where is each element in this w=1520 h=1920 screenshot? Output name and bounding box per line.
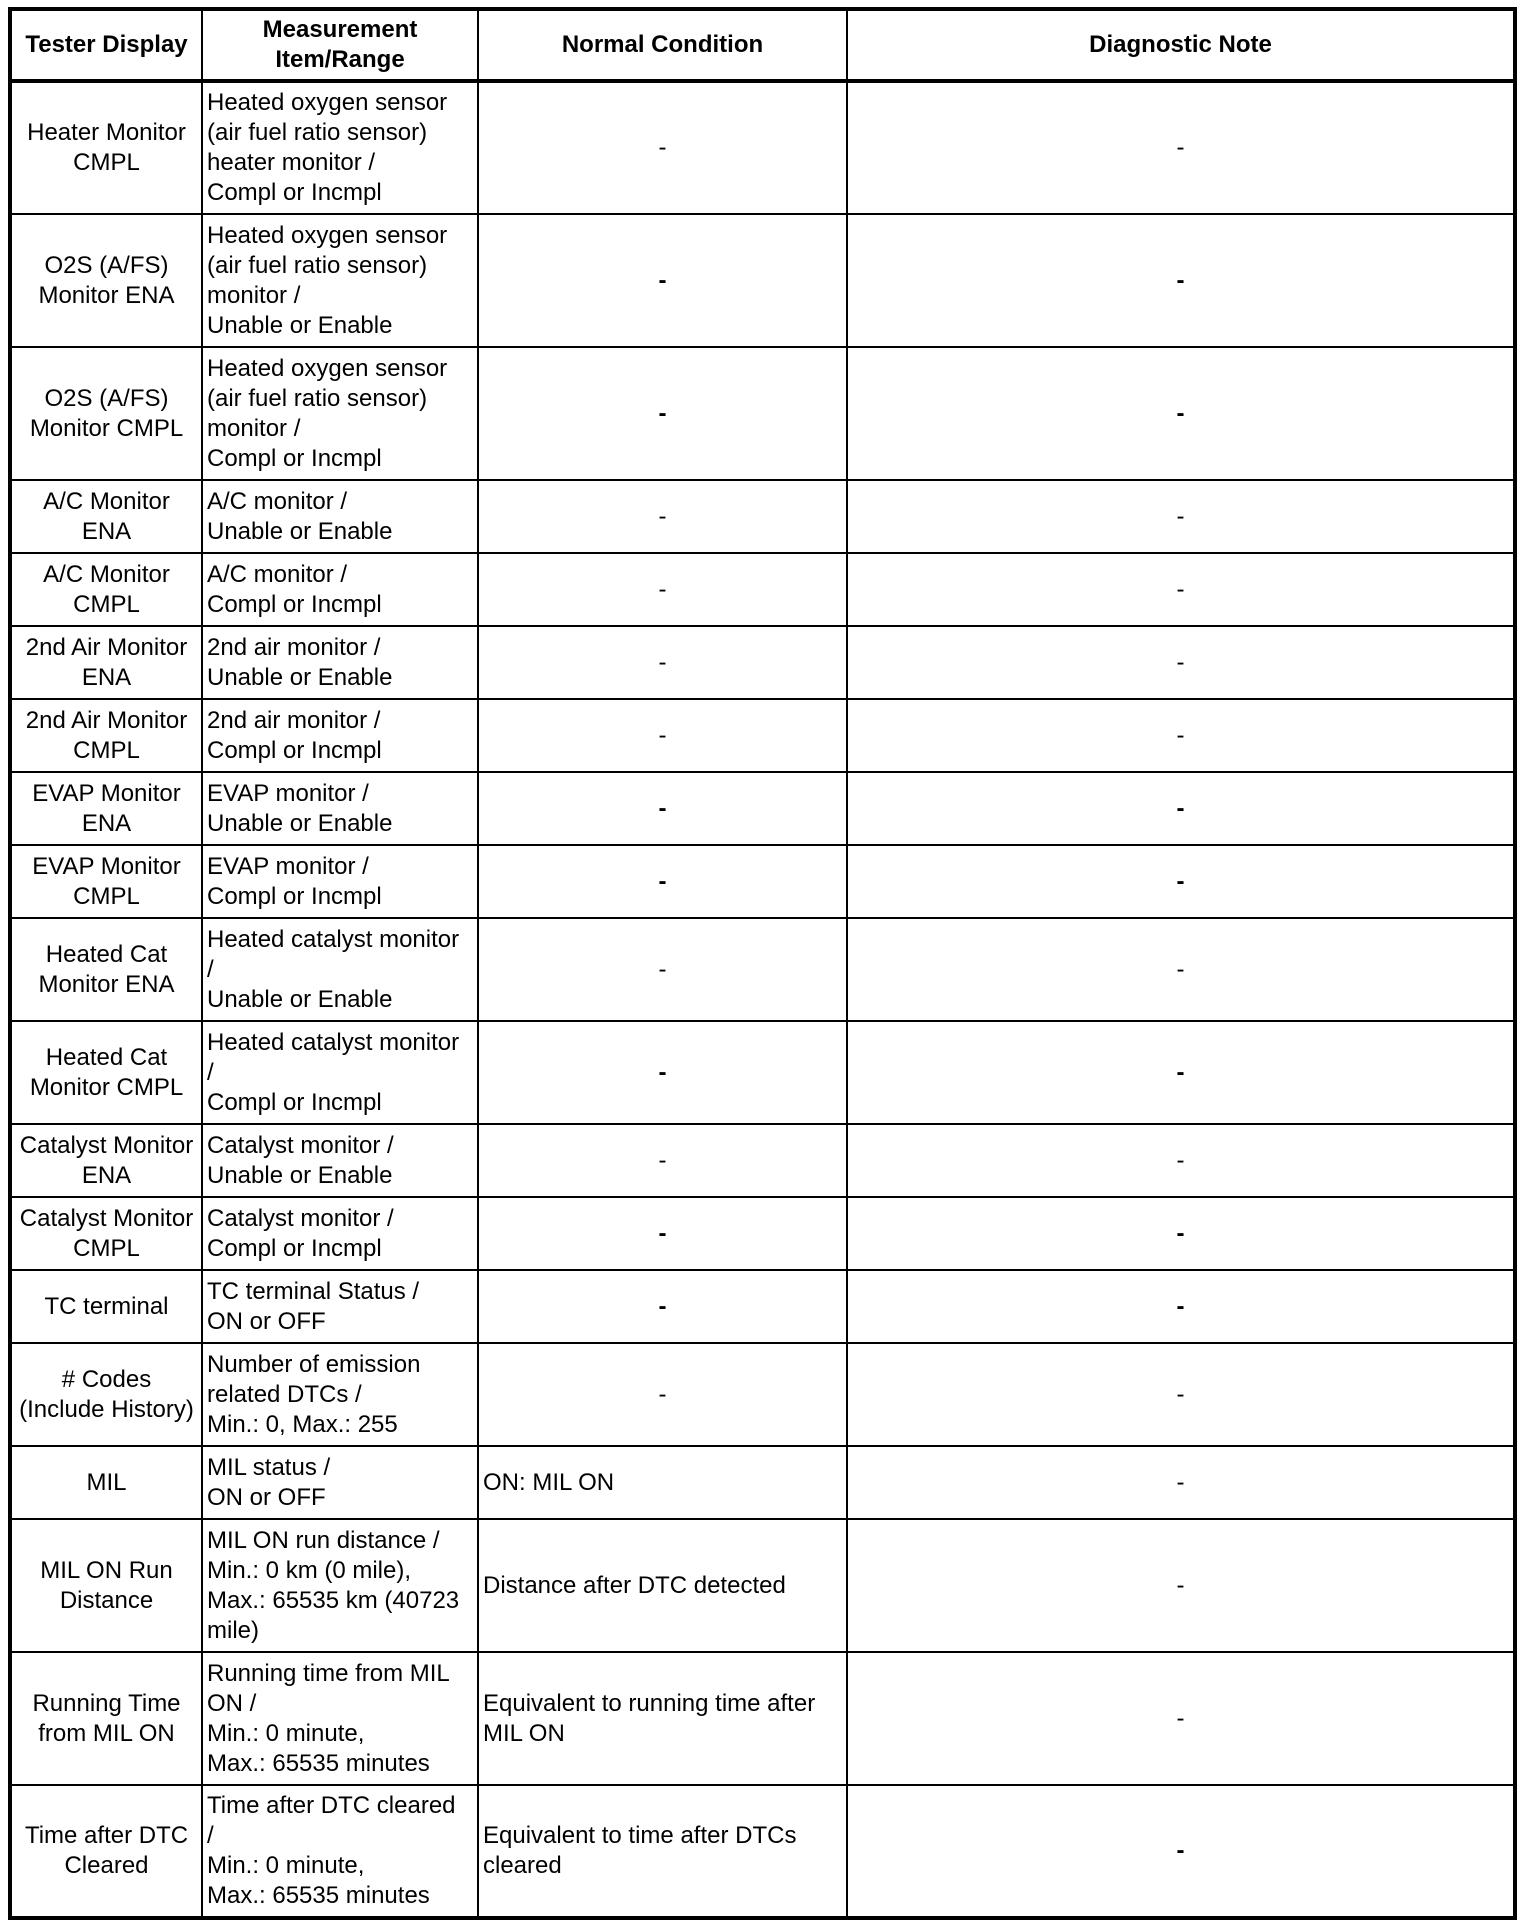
tester-display-cell: Catalyst Monitor CMPL (10, 1197, 202, 1270)
measurement-cell: EVAP monitor / Unable or Enable (202, 772, 478, 845)
diagnostic-note-cell: - (847, 347, 1515, 480)
diagnostic-note-cell: - (847, 772, 1515, 845)
measurement-cell: 2nd air monitor / Unable or Enable (202, 626, 478, 699)
measurement-cell: Number of emission related DTCs / Min.: 0, Max.: 255 (202, 1343, 478, 1446)
table-row (10, 347, 1515, 480)
tester-display-cell: EVAP Monitor ENA (10, 772, 202, 845)
tester-display-cell: Running Time from MIL ON (10, 1652, 202, 1785)
tester-display-cell: TC terminal (10, 1270, 202, 1343)
measurement-cell: TC terminal Status / ON or OFF (202, 1270, 478, 1343)
table-row (10, 1021, 1515, 1124)
measurement-cell: Heated catalyst monitor / Compl or Incmpl (202, 1021, 478, 1124)
normal-condition-cell: - (478, 214, 847, 347)
measurement-cell: Heated oxygen sensor (air fuel ratio sensor) heater monitor / Compl or Incmpl (202, 81, 478, 214)
tester-display-cell: 2nd Air Monitor ENA (10, 626, 202, 699)
measurement-cell: Time after DTC cleared / Min.: 0 minute, Max.: 65535 minutes (202, 1785, 478, 1918)
normal-condition-cell: - (478, 1197, 847, 1270)
header-measurement: Measurement Item/Range (202, 9, 478, 81)
table-row (10, 553, 1515, 626)
tester-display-cell: # Codes (Include History) (10, 1343, 202, 1446)
table-row (10, 480, 1515, 553)
measurement-cell: A/C monitor / Unable or Enable (202, 480, 478, 553)
tester-display-cell: Heated Cat Monitor CMPL (10, 1021, 202, 1124)
normal-condition-cell: - (478, 918, 847, 1021)
table-row (10, 81, 1515, 214)
measurement-cell: EVAP monitor / Compl or Incmpl (202, 845, 478, 918)
tester-display-cell: MIL (10, 1446, 202, 1519)
table-row (10, 845, 1515, 918)
normal-condition-cell: - (478, 480, 847, 553)
normal-condition-cell: - (478, 81, 847, 214)
normal-condition-cell: ON: MIL ON (478, 1446, 847, 1519)
diagnostic-note-cell: - (847, 81, 1515, 214)
table-wrapper (8, 7, 1517, 1920)
tester-display-cell: Heater Monitor CMPL (10, 81, 202, 214)
normal-condition-cell: - (478, 845, 847, 918)
normal-condition-cell: Equivalent to running time after MIL ON (478, 1652, 847, 1785)
table-row (10, 772, 1515, 845)
normal-condition-cell: - (478, 1124, 847, 1197)
diagnostic-note-cell: - (847, 1270, 1515, 1343)
header-normal-condition: Normal Condition (478, 9, 847, 81)
measurement-cell: MIL status / ON or OFF (202, 1446, 478, 1519)
tester-display-cell: Time after DTC Cleared (10, 1785, 202, 1918)
monitor-data-table (8, 7, 1517, 1920)
table-row (10, 1446, 1515, 1519)
normal-condition-cell: - (478, 1270, 847, 1343)
normal-condition-cell: Equivalent to time after DTCs cleared (478, 1785, 847, 1918)
diagnostic-note-cell: - (847, 1124, 1515, 1197)
tester-display-cell: Catalyst Monitor ENA (10, 1124, 202, 1197)
header-row (10, 9, 1515, 81)
header-tester-display: Tester Display (10, 9, 202, 81)
tester-display-cell: EVAP Monitor CMPL (10, 845, 202, 918)
table-row (10, 626, 1515, 699)
table-row (10, 699, 1515, 772)
diagnostic-note-cell: - (847, 1343, 1515, 1446)
tester-display-cell: Heated Cat Monitor ENA (10, 918, 202, 1021)
table-row (10, 214, 1515, 347)
diagnostic-note-cell: - (847, 1446, 1515, 1519)
normal-condition-cell: - (478, 772, 847, 845)
table-row (10, 918, 1515, 1021)
table-row (10, 1343, 1515, 1446)
diagnostic-note-cell: - (847, 1785, 1515, 1918)
table-row (10, 1270, 1515, 1343)
diagnostic-note-cell: - (847, 1652, 1515, 1785)
diagnostic-note-cell: - (847, 1197, 1515, 1270)
diagnostic-note-cell: - (847, 699, 1515, 772)
diagnostic-note-cell: - (847, 1519, 1515, 1652)
normal-condition-cell: - (478, 1021, 847, 1124)
diagnostic-note-cell: - (847, 480, 1515, 553)
table-row (10, 1652, 1515, 1785)
normal-condition-cell: Distance after DTC detected (478, 1519, 847, 1652)
measurement-cell: Heated catalyst monitor / Unable or Enable (202, 918, 478, 1021)
table-row (10, 1124, 1515, 1197)
measurement-cell: 2nd air monitor / Compl or Incmpl (202, 699, 478, 772)
tester-display-cell: MIL ON Run Distance (10, 1519, 202, 1652)
diagnostic-note-cell: - (847, 553, 1515, 626)
normal-condition-cell: - (478, 626, 847, 699)
header-diagnostic-note: Diagnostic Note (847, 9, 1515, 81)
table-row (10, 1519, 1515, 1652)
normal-condition-cell: - (478, 1343, 847, 1446)
measurement-cell: Heated oxygen sensor (air fuel ratio sensor) monitor / Unable or Enable (202, 214, 478, 347)
normal-condition-cell: - (478, 699, 847, 772)
measurement-cell: Catalyst monitor / Unable or Enable (202, 1124, 478, 1197)
tester-display-cell: O2S (A/FS) Monitor CMPL (10, 347, 202, 480)
measurement-cell: Heated oxygen sensor (air fuel ratio sensor) monitor / Compl or Incmpl (202, 347, 478, 480)
diagnostic-note-cell: - (847, 845, 1515, 918)
measurement-cell: Running time from MIL ON / Min.: 0 minute, Max.: 65535 minutes (202, 1652, 478, 1785)
measurement-cell: A/C monitor / Compl or Incmpl (202, 553, 478, 626)
diagnostic-note-cell: - (847, 918, 1515, 1021)
diagnostic-note-cell: - (847, 1021, 1515, 1124)
measurement-cell: MIL ON run distance / Min.: 0 km (0 mile), Max.: 65535 km (40723 mile) (202, 1519, 478, 1652)
tester-display-cell: A/C Monitor ENA (10, 480, 202, 553)
normal-condition-cell: - (478, 553, 847, 626)
table-row (10, 1785, 1515, 1918)
normal-condition-cell: - (478, 347, 847, 480)
measurement-cell: Catalyst monitor / Compl or Incmpl (202, 1197, 478, 1270)
diagnostic-note-cell: - (847, 626, 1515, 699)
tester-display-cell: 2nd Air Monitor CMPL (10, 699, 202, 772)
diagnostic-note-cell: - (847, 214, 1515, 347)
tester-display-cell: A/C Monitor CMPL (10, 553, 202, 626)
table-row (10, 1197, 1515, 1270)
tester-display-cell: O2S (A/FS) Monitor ENA (10, 214, 202, 347)
